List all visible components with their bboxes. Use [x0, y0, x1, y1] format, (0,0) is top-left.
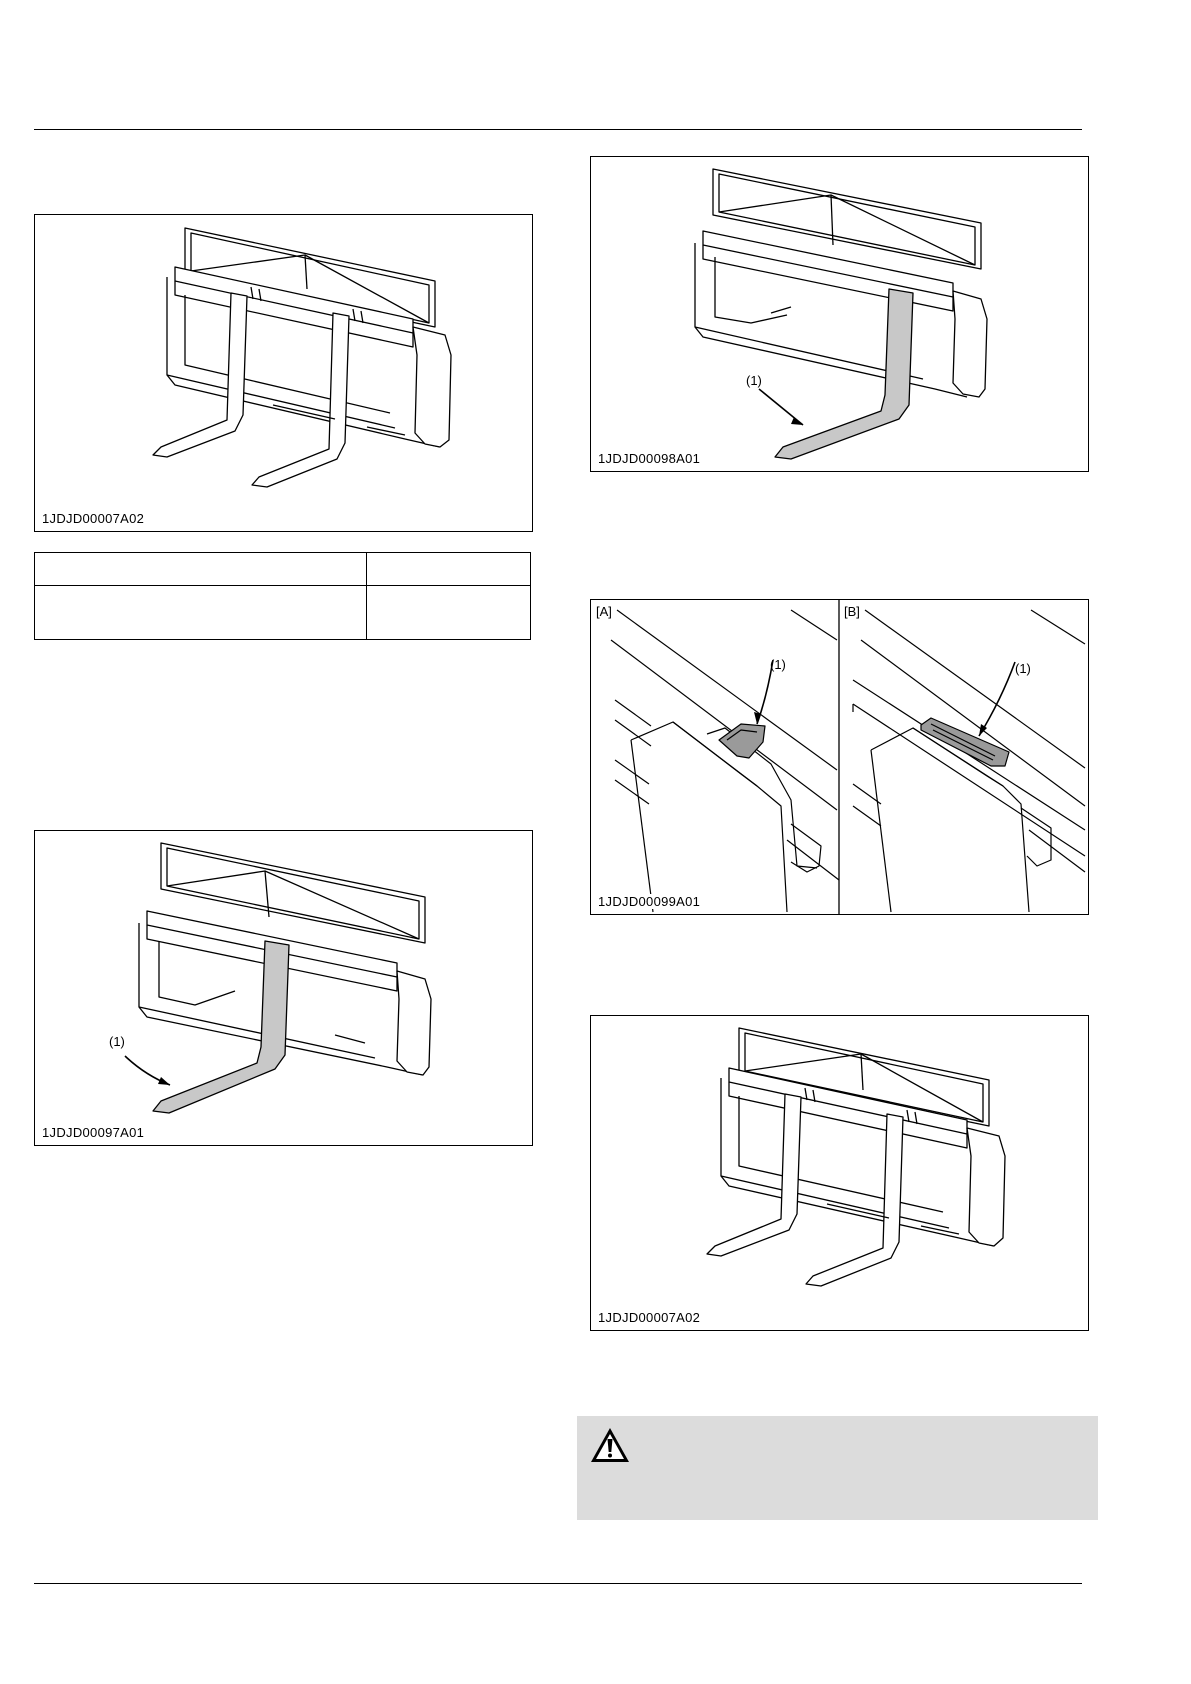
panel-a-label: [A] [596, 604, 612, 619]
footer-rule [34, 1583, 1082, 1584]
pallet-fork-illustration [35, 215, 532, 531]
table-cell [367, 553, 531, 586]
fork-right-illustration [591, 157, 1088, 471]
panel-b-label: [B] [844, 604, 860, 619]
table-cell [35, 586, 367, 640]
table-row [35, 586, 531, 640]
figure-pallet-fork [34, 214, 533, 532]
figure-fork-right [590, 156, 1089, 472]
callout-arrowhead [158, 1077, 170, 1085]
table-row [35, 553, 531, 586]
figure-code: 1JDJD00007A02 [598, 1310, 701, 1325]
callout-label: (1) [1015, 661, 1031, 676]
fork-left-illustration [35, 831, 532, 1145]
table-cell [367, 586, 531, 640]
callout-label: (1) [770, 657, 786, 672]
callout-label: (1) [746, 373, 762, 388]
header-rule [34, 129, 1082, 130]
warning-triangle-icon [590, 1427, 630, 1463]
warning-box [577, 1416, 1098, 1520]
callout-leader [979, 662, 1015, 736]
figure-lock-detail [590, 599, 1089, 915]
figure-code: 1JDJD00098A01 [598, 451, 701, 466]
callout-arrowhead [791, 417, 803, 425]
figure-fork-left [34, 830, 533, 1146]
callout-arrowhead [754, 712, 761, 724]
figure-code: 1JDJD00097A01 [42, 1125, 145, 1140]
figure-pallet-fork-2 [590, 1015, 1089, 1331]
figure-code: 1JDJD00007A02 [42, 511, 145, 526]
lock-detail-illustration [591, 600, 1088, 914]
table-cell [35, 553, 367, 586]
spec-table [34, 552, 531, 640]
callout-label: (1) [109, 1034, 125, 1049]
figure-code: 1JDJD00099A01 [598, 894, 701, 909]
pallet-fork-illustration [591, 1016, 1088, 1330]
